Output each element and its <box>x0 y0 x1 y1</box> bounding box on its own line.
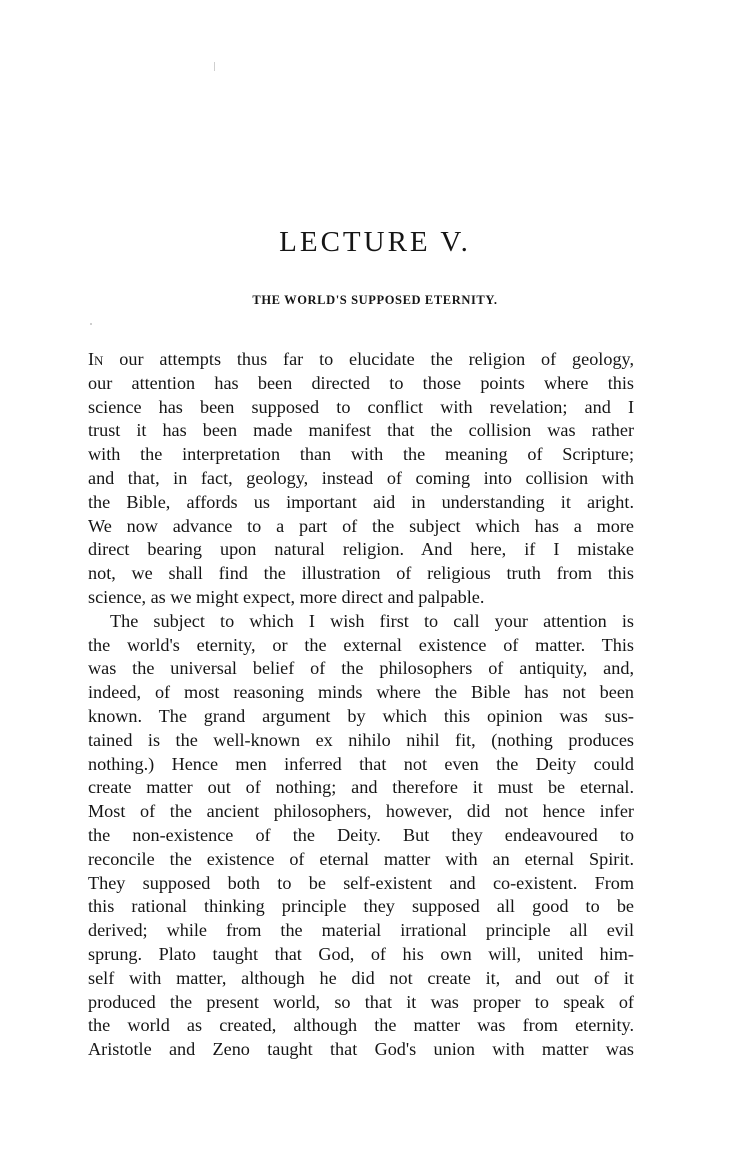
text-line: known. The grand argument by which this opinion was sus- <box>88 705 634 726</box>
text-line: They supposed both to be self-existent and co-existent. From <box>88 872 634 893</box>
text-line: the Bible, affords us important aid in understanding it aright. <box>88 491 634 512</box>
text-line: this rational thinking principle they supposed all good to be <box>88 896 634 917</box>
text-line: not, we shall find the illustration of religious truth from this <box>88 563 634 584</box>
text-line: the world's eternity, or the external existence of matter. This <box>88 634 634 655</box>
text-line: sprung. Plato taught that God, of his own will, united him- <box>88 943 634 964</box>
text-line: nothing.) Hence men inferred that not even the Deity could <box>88 753 634 774</box>
lecture-title: LECTURE V. <box>279 226 471 258</box>
text-line: indeed, of most reasoning minds where the Bible has not been <box>88 682 634 703</box>
text-line: was the universal belief of the philosophers of antiquity, and, <box>88 658 634 679</box>
text-line: create matter out of nothing; and therefore it must be eternal. <box>88 777 634 798</box>
text-line: Most of the ancient philosophers, however, did not hence infer <box>88 801 634 822</box>
text-line: science has been supposed to conflict with revelation; and I <box>88 396 634 417</box>
text-line: direct bearing upon natural religion. And here, if I mistake <box>88 539 634 560</box>
text-line: produced the present world, so that it was proper to speak of <box>88 991 634 1012</box>
text-line: We now advance to a part of the subject which has a more <box>88 515 634 536</box>
lecture-subtitle: THE WORLD'S SUPPOSED ETERNITY. <box>252 293 498 307</box>
text-line: science, as we might expect, more direct and palpable. <box>88 586 485 607</box>
text-line <box>88 348 634 372</box>
text-line: the world as created, although the matter was from eternity. <box>88 1015 634 1036</box>
paper-speck <box>90 323 92 325</box>
text-line: tained is the well-known ex nihilo nihil fit, (nothing produces <box>88 729 634 750</box>
text-line: Aristotle and Zeno taught that God's union with matter was <box>88 1039 634 1060</box>
paragraph-1 <box>88 348 634 610</box>
text-line: the non-existence of the Deity. But they endeavoured to <box>88 824 634 845</box>
text-line: reconcile the existence of eternal matter with an eternal Spirit. <box>88 848 634 869</box>
drop-cap-word: In <box>88 349 104 369</box>
text-line: derived; while from the material irrational principle all evil <box>88 920 634 941</box>
text-line: trust it has been made manifest that the collision was rather <box>88 420 634 441</box>
paper-speck <box>214 62 215 71</box>
text-line: self with matter, although he did not create it, and out of it <box>88 967 634 988</box>
paragraph-2 <box>88 610 634 1062</box>
text-line: our attention has been directed to those points where this <box>88 372 634 393</box>
text-line: and that, in fact, geology, instead of coming into collision with <box>88 467 634 488</box>
text-line: with the interpretation than with the meaning of Scripture; <box>88 444 634 465</box>
body-text <box>88 348 634 1062</box>
text-line-rest: our attempts thus far to elucidate the religion of geology, <box>103 349 634 369</box>
text-line: The subject to which I wish first to call your attention is <box>110 610 634 631</box>
